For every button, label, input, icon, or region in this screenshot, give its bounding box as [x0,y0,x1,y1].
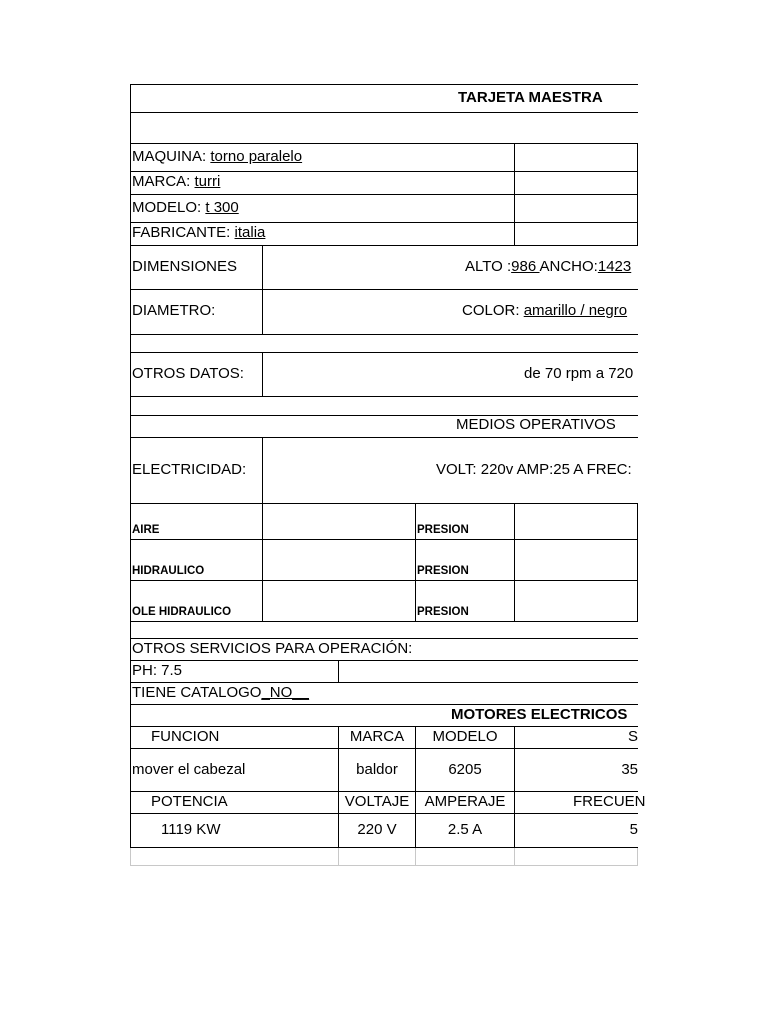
rule [130,621,638,622]
marca-row [132,173,220,191]
rule [130,222,638,223]
electricidad-value: VOLT: 220v AMP:25 A FREC: [436,461,632,478]
maquina-label: MAQUINA: [132,148,207,165]
medios-heading: MEDIOS OPERATIVOS [456,416,616,433]
marca-label: MARCA: [132,173,191,190]
ole-presion-label: PRESION [417,606,469,618]
cell-amperaje: 2.5 A [447,821,483,838]
otros-datos-label: OTROS DATOS: [132,365,244,382]
cell-voltaje: 220 V [357,821,397,838]
electricidad-label: ELECTRICIDAD: [132,461,247,478]
left-border [130,84,131,849]
modelo-value: t 300 [205,199,239,216]
page-title: TARJETA MAESTRA [458,89,603,106]
rule [130,865,638,866]
modelo-label: MODELO: [132,199,202,216]
header-marca: MARCA [349,728,405,745]
col-divider [637,143,638,245]
fabricante-label: FABRICANTE: [132,224,231,241]
fabricante-row [132,224,265,242]
fabricante-value: italia [234,224,266,241]
maquina-row [132,148,302,166]
header-frecuencia: FRECUEN [573,793,646,810]
col-divider [338,848,339,866]
col-divider [262,437,263,621]
col-divider [338,660,339,682]
rule [130,437,638,438]
rule [130,245,638,246]
rule [130,638,638,639]
hidraulico-label: HIDRAULICO [132,565,205,577]
header-voltaje: VOLTAJE [344,793,410,810]
rule [130,352,638,353]
col-divider [262,245,263,334]
cell-marca: baldor [356,761,398,778]
col-divider [637,848,638,866]
ancho-value: 1423 [597,258,632,275]
col-divider [514,848,515,866]
alto-value: 986 [511,258,540,275]
motores-heading: MOTORES ELECTRICOS [451,706,628,723]
col-divider [415,503,416,621]
col-divider [514,143,515,245]
rule [130,289,638,290]
dimensiones-values [465,258,631,276]
rule [130,143,638,144]
rule [130,748,638,749]
rule [130,580,638,581]
cell-funcion: mover el cabezal [132,761,246,778]
color-label: COLOR: [462,302,524,319]
marca-value: turri [194,173,221,190]
dimensiones-label: DIMENSIONES [132,258,238,275]
ancho-label: ANCHO: [539,258,598,275]
header-funcion: FUNCION [151,728,220,745]
rule [130,84,638,85]
rule [130,660,638,661]
col-divider [130,848,131,866]
col-divider [514,503,515,621]
rule [130,847,638,848]
header-s: S [627,728,638,745]
rule [130,112,638,113]
header-modelo: MODELO [432,728,498,745]
ole-hidraulico-label: OLE HIDRAULICO [132,606,232,618]
cell-potencia: 1119 KW [161,821,221,838]
rule [130,503,638,504]
servicios-label: OTROS SERVICIOS PARA OPERACIÓN: [132,640,413,657]
cell-modelo: 6205 [448,761,482,778]
col-divider [415,848,416,866]
rule [130,791,638,792]
rule [130,813,638,814]
diametro-label: DIAMETRO: [132,302,216,319]
modelo-row [132,199,239,217]
rule [130,682,638,683]
rule [130,171,638,172]
rule [130,334,638,335]
rule [130,396,638,397]
rule [130,194,638,195]
cell-s: 35 [621,761,638,778]
rule [130,539,638,540]
color-value: amarillo / negro [523,302,628,319]
aire-presion-label: PRESION [417,524,469,536]
hidraulico-presion-label: PRESION [417,565,469,577]
ph-value: PH: 7.5 [132,662,183,679]
rule [130,726,638,727]
catalogo-label: TIENE CATALOGO [132,684,262,701]
catalogo-value: _NO__ [261,684,309,701]
aire-label: AIRE [132,524,160,536]
color-row [462,302,627,320]
alto-label: ALTO : [465,258,512,275]
col-divider [637,503,638,621]
col-divider [262,352,263,396]
header-amperaje: AMPERAJE [424,793,506,810]
rule [130,704,638,705]
col-divider [514,726,515,848]
otros-datos-value: de 70 rpm a 720 [524,365,634,382]
header-potencia: POTENCIA [151,793,228,810]
cell-frecuencia: 5 [629,821,638,838]
maquina-value: torno paralelo [210,148,303,165]
catalogo-row [132,684,309,702]
